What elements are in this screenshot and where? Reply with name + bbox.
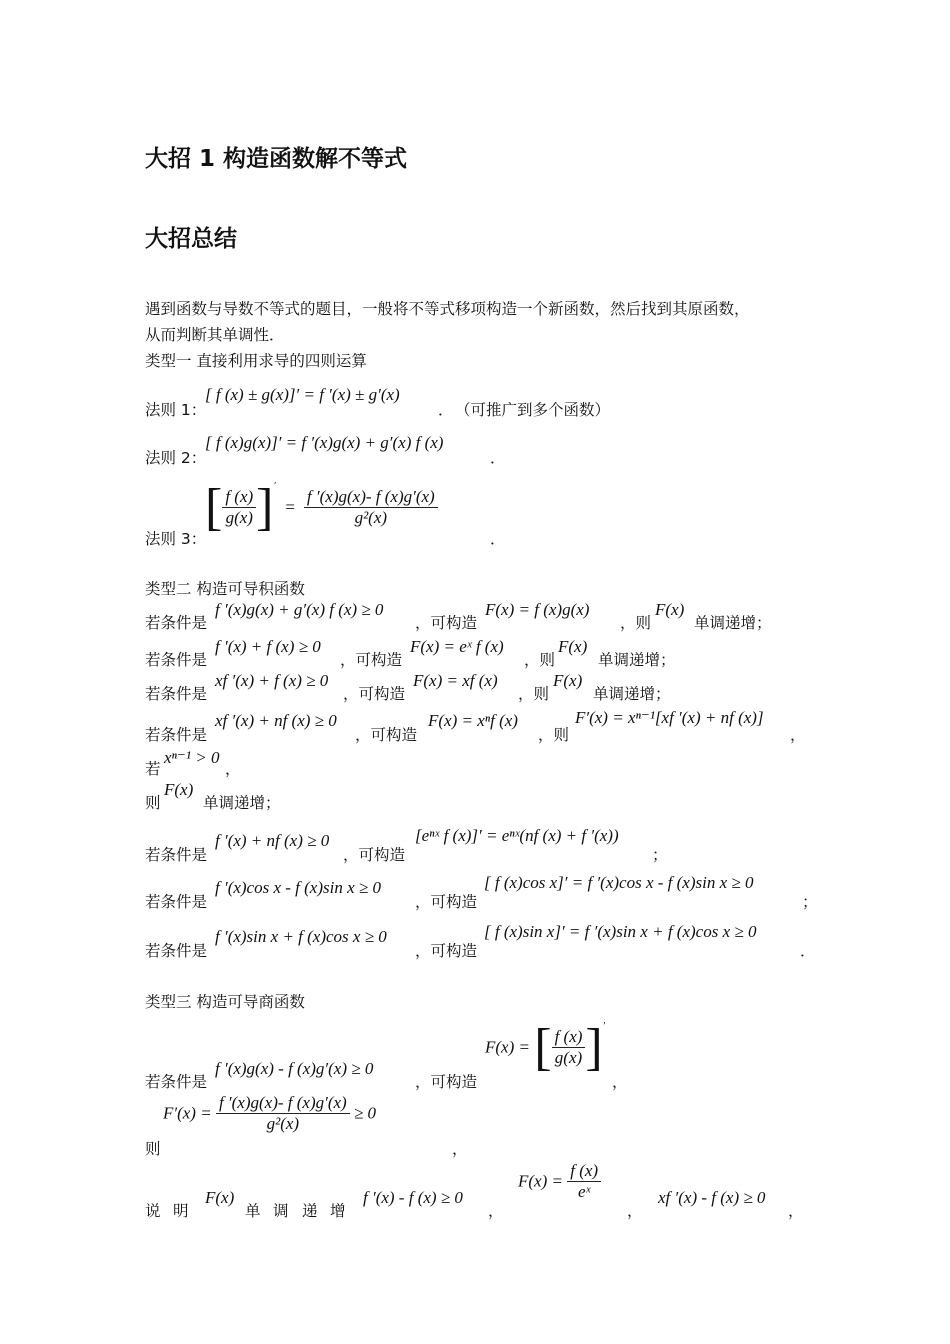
r4-deriv: F′(x) = xⁿ⁻¹[xf ′(x) + nf (x)] bbox=[575, 708, 764, 727]
note-comma1: ， bbox=[488, 1202, 504, 1220]
q1-deriv-rhs: ≥ 0 bbox=[353, 1103, 377, 1123]
r6-func: [ f (x)cos x]′ = f ′(x)cos x - f (x)sin x ≥ 0 bbox=[484, 873, 754, 892]
r3-construct: ，可构造 bbox=[343, 685, 406, 703]
q1-deriv-lhs: F′(x) = bbox=[163, 1103, 212, 1123]
type1-heading: 类型一 直接利用求导的四则运算 bbox=[145, 352, 367, 370]
r2-then: ，则 bbox=[524, 651, 556, 669]
r3-if: 若条件是 bbox=[145, 685, 208, 703]
r4-then: ，则 bbox=[538, 726, 570, 744]
note-F: F(x) bbox=[205, 1188, 235, 1207]
r3-then: ，则 bbox=[518, 685, 550, 703]
page-title: 大招 1 构造函数解不等式 bbox=[145, 146, 408, 172]
r6-if: 若条件是 bbox=[145, 893, 208, 911]
intro-line-1: 遇到函数与导数不等式的题目，一般将不等式移项构造一个新函数，然后找到其原函数， bbox=[145, 300, 750, 318]
r4-cond: xf ′(x) + nf (x) ≥ 0 bbox=[215, 711, 337, 730]
rule1-formula: [ f (x) ± g(x)]′ = f ′(x) ± g′(x) bbox=[205, 385, 400, 404]
r4-construct: ，可构造 bbox=[355, 726, 418, 744]
r2-inc: 单调递增； bbox=[598, 651, 676, 669]
r5-func: [eⁿˣ f (x)]′ = eⁿˣ(nf (x) + f ′(x)) bbox=[415, 826, 619, 845]
rule3-formula: [ $\frac{f (x)}{g(x)}$ ]′ = $\frac{f '(x)g(x)- f (x)g'(x)}{\text{g²(x)}}$ bbox=[205, 478, 438, 540]
r3-cond: xf ′(x) + f (x) ≥ 0 bbox=[215, 671, 329, 690]
type2-heading: 类型二 构造可导积函数 bbox=[145, 580, 305, 598]
rule1-note: （可推广到多个函数） bbox=[455, 401, 611, 419]
r2-F: F(x) bbox=[558, 637, 588, 656]
r3-inc: 单调递增； bbox=[593, 685, 671, 703]
rule2-period: ． bbox=[490, 449, 506, 467]
r1-F: F(x) bbox=[655, 600, 685, 619]
r7-cond: f ′(x)sin x + f (x)cos x ≥ 0 bbox=[215, 927, 387, 946]
rule3-lhs-den: g(x) bbox=[222, 507, 256, 528]
r4-comma: ， bbox=[790, 726, 806, 744]
r4-func: F(x) = xⁿf (x) bbox=[428, 711, 518, 730]
rule3-lhs-num: f (x) bbox=[225, 487, 254, 506]
q1-cond: f ′(x)g(x) - f (x)g′(x) ≥ 0 bbox=[215, 1059, 374, 1078]
note-shuo: 说 bbox=[145, 1202, 161, 1220]
rule2-label: 法则 2： bbox=[145, 449, 207, 467]
note-comma3: ， bbox=[788, 1202, 804, 1220]
r2-construct: ，可构造 bbox=[340, 651, 403, 669]
r5-if: 若条件是 bbox=[145, 846, 208, 864]
note-func-lhs: F(x) = bbox=[518, 1171, 563, 1191]
r6-construct: ，可构造 bbox=[415, 893, 478, 911]
rule3-label: 法则 3： bbox=[145, 530, 207, 548]
r4-comma2: ， bbox=[225, 760, 241, 778]
section-title: 大招总结 bbox=[145, 226, 237, 252]
note-ming: 明 bbox=[173, 1202, 189, 1220]
q1-if: 若条件是 bbox=[145, 1073, 208, 1091]
rule2-formula: [ f (x)g(x)]′ = f ′(x)g(x) + g′(x) f (x) bbox=[205, 433, 444, 452]
note-diao: 调 bbox=[273, 1202, 289, 1220]
rule3-rhs-den: g²(x) bbox=[304, 507, 438, 528]
q1-deriv bbox=[163, 1093, 376, 1153]
r4-then-word: 则 bbox=[145, 794, 161, 812]
q1-func: F(x) = [ $\frac{f (x)}{g(x)}$ ]′ bbox=[485, 1019, 605, 1076]
note-dan: 单 bbox=[245, 1202, 261, 1220]
rule3-rhs-num: f ′(x)g(x)- f (x)g′(x) bbox=[306, 487, 435, 506]
rule1-period: ． bbox=[438, 401, 454, 419]
q1-func-num: f (x) bbox=[554, 1027, 583, 1046]
r4-if: 若条件是 bbox=[145, 726, 208, 744]
r7-func: [ f (x)sin x]′ = f ′(x)sin x + f (x)cos x ≥ 0 bbox=[484, 922, 757, 941]
type3-heading: 类型三 构造可导商函数 bbox=[145, 993, 305, 1011]
q1-comma2: ， bbox=[452, 1140, 468, 1158]
r2-cond: f ′(x) + f (x) ≥ 0 bbox=[215, 637, 321, 656]
r6-cond: f ′(x)cos x - f (x)sin x ≥ 0 bbox=[215, 878, 381, 897]
q1-comma: ， bbox=[612, 1073, 628, 1091]
r7-construct: ，可构造 bbox=[415, 942, 478, 960]
q1-deriv-den: g²(x) bbox=[216, 1113, 350, 1134]
r1-func: F(x) = f (x)g(x) bbox=[485, 600, 590, 619]
note-comma2: ， bbox=[627, 1202, 643, 1220]
intro-line-2: 从而判断其单调性． bbox=[145, 326, 285, 344]
q1-func-lhs: F(x) = bbox=[485, 1037, 530, 1057]
note-di: 递 bbox=[302, 1202, 318, 1220]
r1-inc: 单调递增； bbox=[694, 614, 772, 632]
r5-cond: f ′(x) + nf (x) ≥ 0 bbox=[215, 831, 330, 850]
r1-cond: f ′(x)g(x) + g′(x) f (x) ≥ 0 bbox=[215, 600, 384, 619]
note-cond2: xf ′(x) - f (x) ≥ 0 bbox=[658, 1188, 766, 1207]
r4-F: F(x) bbox=[164, 780, 194, 799]
r2-func: F(x) = eˣ f (x) bbox=[410, 637, 504, 656]
r5-semi: ； bbox=[652, 846, 668, 864]
r7-if: 若条件是 bbox=[145, 942, 208, 960]
note-cond1: f ′(x) - f (x) ≥ 0 bbox=[363, 1188, 463, 1207]
r4-ifcond: xⁿ⁻¹ > 0 bbox=[164, 748, 220, 767]
note-func-den: eˣ bbox=[567, 1181, 601, 1202]
r4-inc: 单调递增； bbox=[203, 794, 281, 812]
rule3-period: ． bbox=[490, 530, 506, 548]
q1-construct: ，可构造 bbox=[415, 1073, 478, 1091]
r1-construct: ，可构造 bbox=[415, 614, 478, 632]
r6-semi: ； bbox=[802, 893, 818, 911]
r3-func: F(x) = xf (x) bbox=[413, 671, 498, 690]
r5-construct: ，可构造 bbox=[343, 846, 406, 864]
r2-if: 若条件是 bbox=[145, 651, 208, 669]
r4-if-word: 若 bbox=[145, 760, 161, 778]
note-zeng: 增 bbox=[330, 1202, 346, 1220]
q1-deriv-num: f ′(x)g(x)- f (x)g′(x) bbox=[218, 1093, 347, 1112]
q1-func-den: g(x) bbox=[552, 1047, 586, 1068]
r7-period: ． bbox=[800, 942, 816, 960]
q1-then: 则 bbox=[145, 1140, 161, 1158]
note-func-num: f (x) bbox=[570, 1161, 599, 1180]
r3-F: F(x) bbox=[553, 671, 583, 690]
r1-then: ，则 bbox=[620, 614, 652, 632]
note-func bbox=[518, 1161, 601, 1221]
rule1-label: 法则 1： bbox=[145, 401, 207, 419]
r1-if: 若条件是 bbox=[145, 614, 208, 632]
